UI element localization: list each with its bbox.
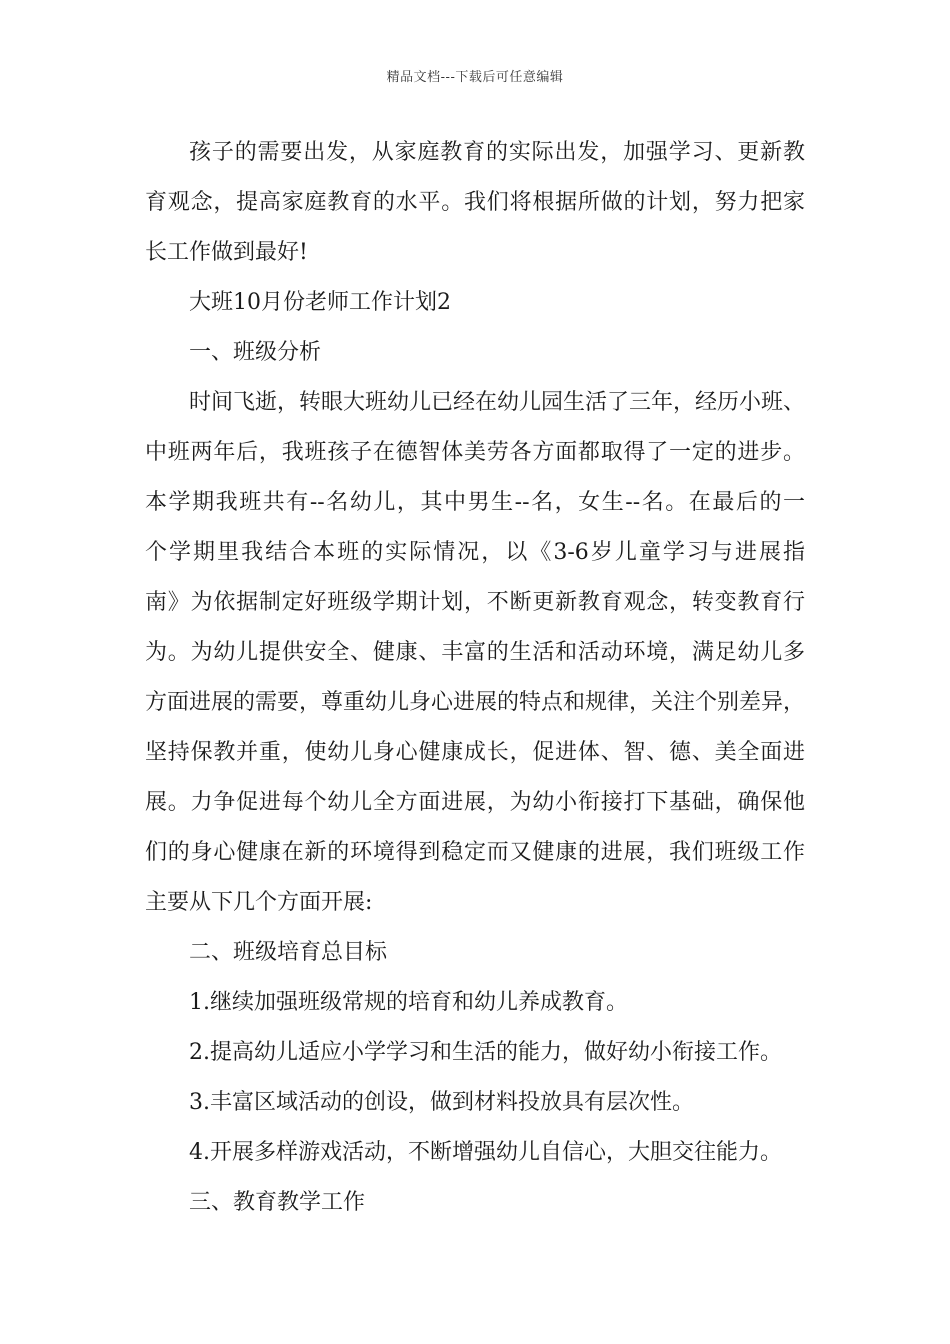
section-heading: 三、教育教学工作 (189, 1190, 366, 1215)
paragraph-line: 方面进展的需要，尊重幼儿身心进展的特点和规律，关注个别差异， (145, 690, 805, 715)
page-header: 精品文档---下载后可任意编辑 (386, 70, 564, 85)
document-body (145, 128, 805, 1228)
paragraph-line: 长工作做到最好! (145, 240, 308, 265)
paragraph-line: 个学期里我结合本班的实际情况，以《3-6岁儿童学习与进展指 (145, 540, 805, 565)
paragraph-line: 孩子的需要出发，从家庭教育的实际出发，加强学习、更新教 (189, 140, 805, 165)
paragraph-line: 展。力争促进每个幼儿全方面进展，为幼小衔接打下基础，确保他 (145, 790, 805, 815)
paragraph-line: 本学期我班共有--名幼儿，其中男生--名，女生--名。在最后的一 (145, 490, 805, 515)
paragraph-line: 坚持保教并重，使幼儿身心健康成长，促进体、智、德、美全面进 (145, 740, 805, 765)
section-heading: 二、班级培育总目标 (189, 940, 388, 965)
paragraph-line: 们的身心健康在新的环境得到稳定而又健康的进展，我们班级工作 (145, 840, 805, 865)
paragraph-line: 主要从下几个方面开展: (145, 890, 373, 915)
section-heading: 一、班级分析 (189, 340, 322, 365)
list-item: 3.丰富区域活动的创设，做到材料投放具有层次性。 (189, 1090, 694, 1115)
list-item: 2.提高幼儿适应小学学习和生活的能力，做好幼小衔接工作。 (189, 1040, 782, 1065)
paragraph-line: 育观念，提高家庭教育的水平。我们将根据所做的计划，努力把家 (145, 190, 805, 215)
list-item: 4.开展多样游戏活动，不断增强幼儿自信心，大胆交往能力。 (189, 1140, 782, 1165)
paragraph-line: 时间飞逝，转眼大班幼儿已经在幼儿园生活了三年，经历小班、 (189, 390, 805, 415)
paragraph-line: 南》为依据制定好班级学期计划，不断更新教育观念，转变教育行 (145, 590, 805, 615)
list-item: 1.继续加强班级常规的培育和幼儿养成教育。 (189, 990, 628, 1015)
paragraph-line: 中班两年后，我班孩子在德智体美劳各方面都取得了一定的进步。 (145, 440, 805, 465)
section-title: 大班10月份老师工作计划2 (189, 290, 451, 315)
paragraph-line: 为。为幼儿提供安全、健康、丰富的生活和活动环境，满足幼儿多 (145, 640, 805, 665)
